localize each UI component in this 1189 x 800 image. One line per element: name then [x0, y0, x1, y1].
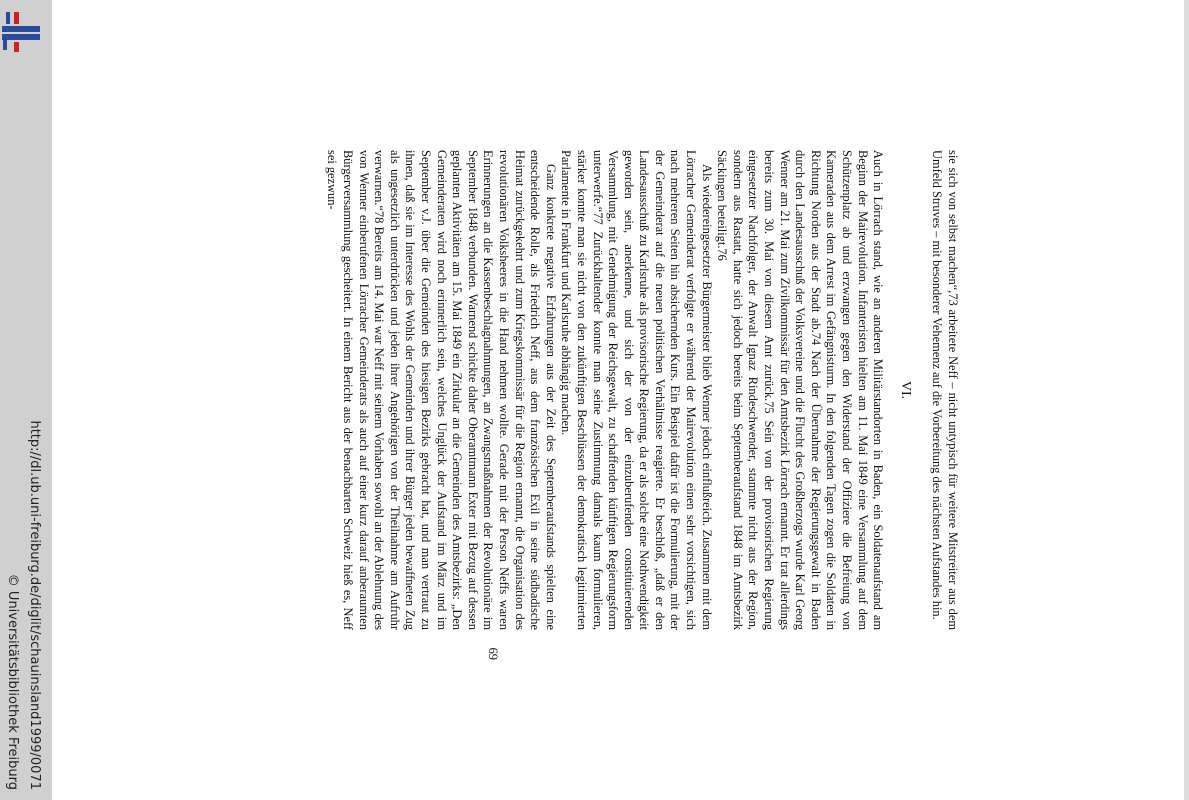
paragraph-3: Ganz konkrete negative Erfahrungen aus der Zeit des Septemberaufstands spielten eine entscheidende Rolle, als Friedrich Neff, aus dem französischen Exil in seine südbadische Heimat zurückgekehrt und zum Kriegskommissär für die Region ernannt, die Organisation des revolutionären Volksheeres in die Hand nehmen wollte. Gerade mit der Person Neffs waren Erinnerungen an die Kassenbeschlagnahmungen, an Zwangsmaßnahmen der Revolutionäre im September 1848 verbunden. Warnend schickte daher Oberamtmann Exter mit Bezug auf dessen geplanten Aktivitäten am 15. Mai 1849 ein Zirkular an die Gemeinden des Amtsbezirks: „Den Gemeinderaten wird noch erinnerlich sein, welches Unglück der Aufstand im März und im September v.J. über die Gemeinden des hiesigen Bezirks gebracht hat, und man vertraut zu ihnen, daß sie im Interesse des Wohls der Gemeinden und ihrer Bürger jeden bewaffneten Zug als ungesetzlich unterdrücken und jeden ihrer Angehörigen von der Theilnahme am Aufruhr verwarnen.“78 Bereits am 14. Mai war Neff mit seinem Vorhaben sowohl an der Ablehnung des von Wenner einberufenen Lörracher Gemeinderats als auch auf einer kurz darauf anberaumten Bürgerversammlung gescheitert. In einem Bericht aus der benachbarten Schweiz hieß es, Neff sei gezwun-: [325, 150, 558, 630]
page-text: [324, 150, 960, 630]
scrollbar-track[interactable]: [1184, 0, 1189, 800]
intro-paragraph: sie sich von selbst machen“,73 arbeitete Neff – nicht untypisch für weitere Mitstreiter aus dem Umfeld Struves – mit besonderer Vehemenz auf die Vorbereitung des nächsten Aufstandes hin.: [930, 150, 960, 630]
source-url[interactable]: http://dl.ub.uni-freiburg.de/diglit/schauinsland1999/0071: [27, 420, 42, 790]
copyright-notice: © Universitätsbibliothek Freiburg: [5, 573, 20, 790]
paragraph-1: Auch in Lörrach stand, wie an anderen Militärstandorten in Baden, ein Soldatenaufstand am Beginn der Mairevolution. Infanteristen hielten am 11. Mai 1849 eine Versammlung auf dem Schützenplatz ab und erzwangen gegen den Widerstand der Offiziere die Befreiung von Kameraden aus dem Arrest im Gefängnisturm. In den folgenden Tagen zogen die Soldaten in Richtung Norden aus der Stadt ab.74 Nach der Übernahme der Regierungsgewalt in Baden durch den Landesausschuß der Volksvereine und die Flucht des Großherzogs wurde Karl Georg Wenner am 21. Mai zum Zivilkommissär für den Amtsbezirk Lörrach ernannt. Er trat allerdings bereits zum 30. Mai von diesem Amt zurück.75 Sein von der provisorischen Regierung eingesetzter Nachfolger, der Anwalt Ignaz Rindeschwender, stammte nicht aus der Region, sondern aus Rastatt, hatte sich jedoch bereits beim Septemberaufstand 1848 im Amtsbezirk Säckingen beteiligt.76: [715, 150, 886, 630]
viewer-sidebar: [0, 0, 52, 800]
page-number: 69: [486, 647, 500, 660]
sidebar-text-area: [0, 0, 52, 800]
section-heading: VI.: [897, 380, 913, 400]
paragraph-2: Als wiedereingesetzter Bürgermeister blieb Wenner jedoch einflußreich. Zusammen mit dem Lörracher Gemeinderat verfolgte er während der Mairevolution einen sehr vorsichtigen, sich nach mehreren Seiten hin absichernden Kurs. Ein Beispiel dafür ist die Formulierung, mit der der Gemeinderat auf die neuen politischen Verhältnisse reagierte. Er beschloß, „daß er den Landesausschuß zu Karlsruhe als provisorische Regierung, da er als solche eine Nothwendigkeit geworden sein, anerkenne, und sich der von der einzuberufenden constituierenden Versammlung, mit Genehmigung der Reichsgewalt, zu schaffenden künftigen Regierungsform unterwerfe.“77 Zurückhaltender konnte man seine Zustimmung damals kaum formulieren, stärker konnte man sie nicht von den zukünftigen Beschlüssen der demokratisch legitimierten Parlamente in Frankfurt und Karlsruhe abhängig machen.: [559, 150, 714, 630]
scanned-page: [280, 150, 960, 660]
